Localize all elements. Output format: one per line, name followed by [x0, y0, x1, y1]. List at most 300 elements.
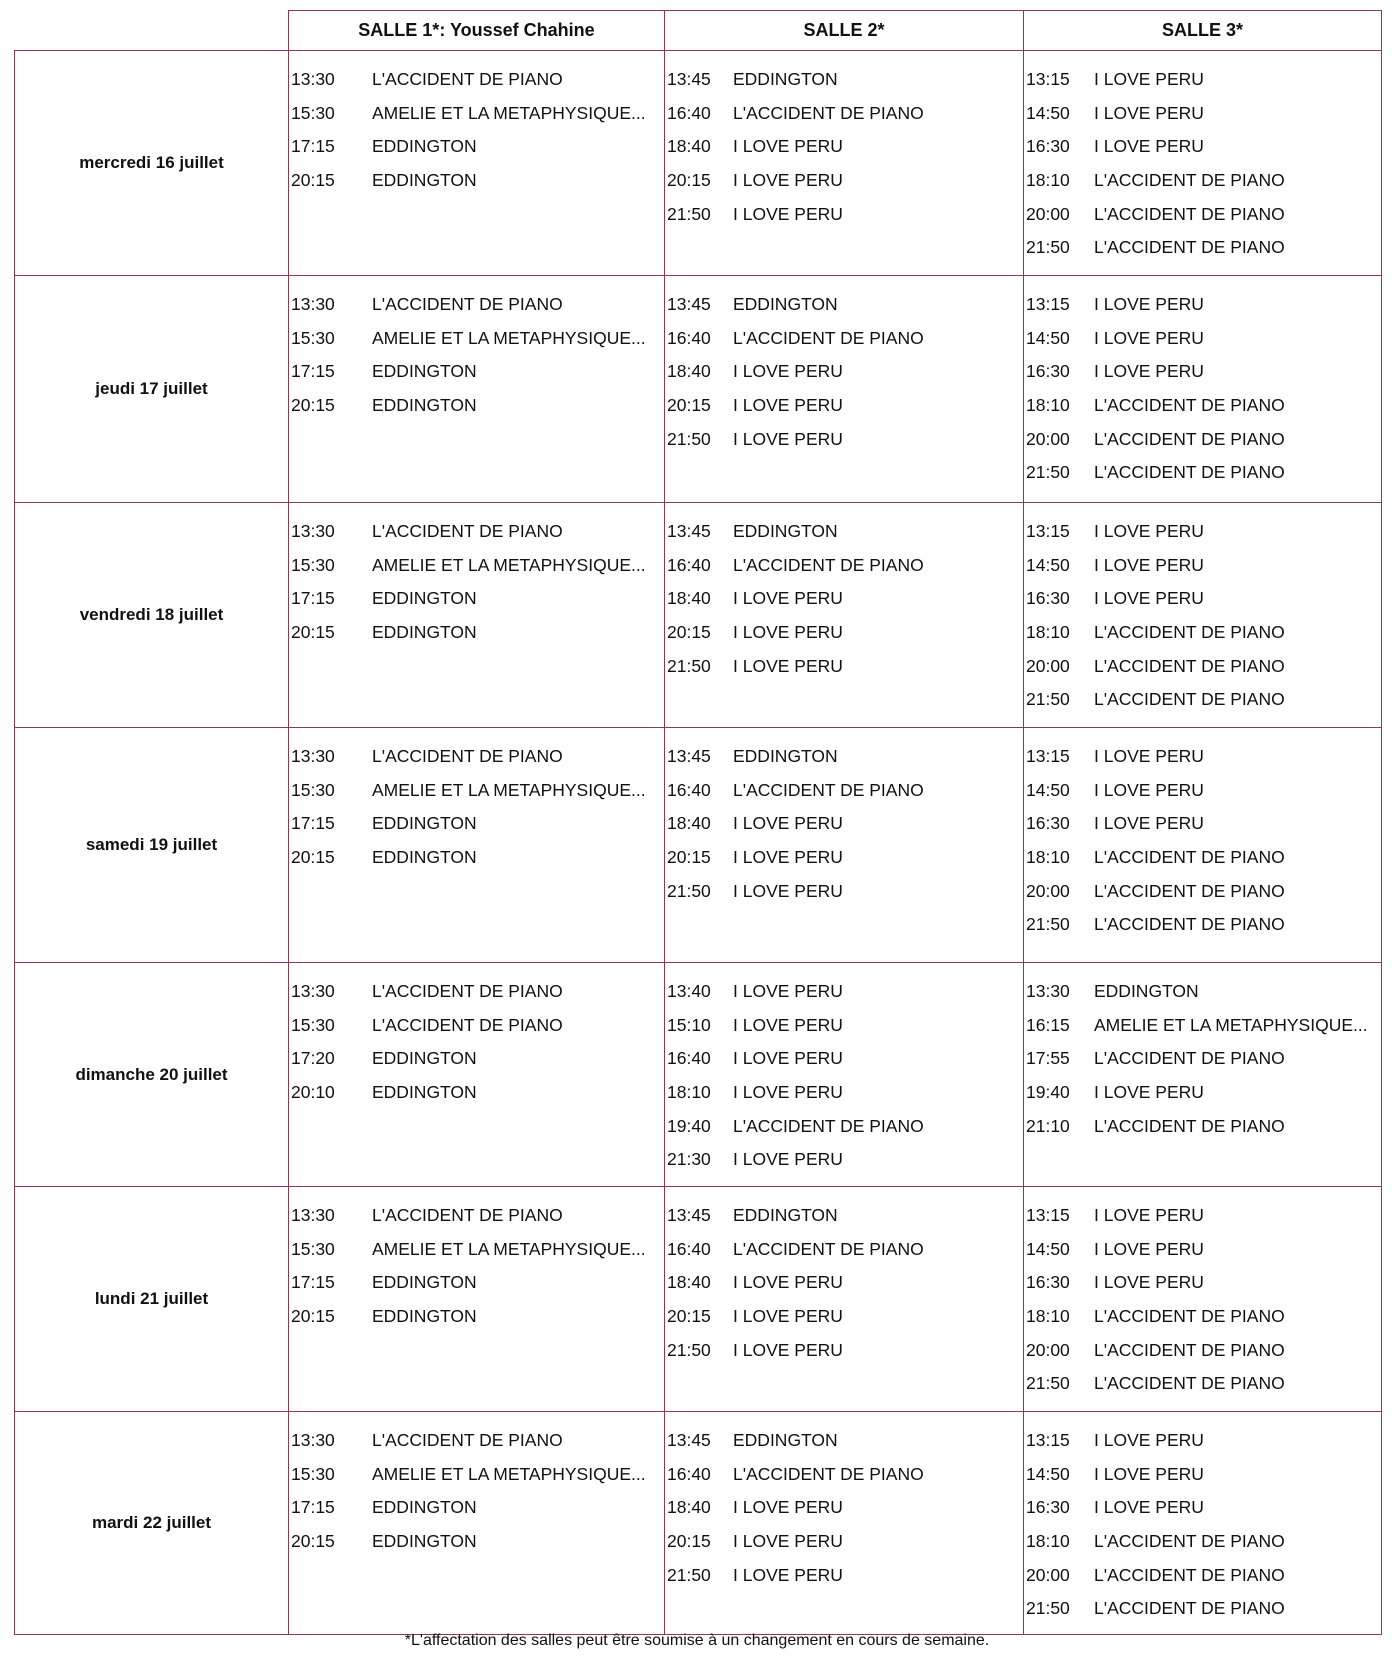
showtime: [665, 1300, 1023, 1334]
showtime: [665, 582, 1023, 616]
showtime: [289, 322, 664, 356]
showtime-film: EDDINGTON: [733, 746, 838, 767]
salle1-cell: [288, 276, 664, 502]
showtime-film: I LOVE PERU: [1094, 1497, 1204, 1518]
showtime: [665, 1042, 1023, 1076]
showtime-time: 16:30: [1026, 1497, 1070, 1518]
showtime-time: 20:15: [291, 1306, 335, 1327]
showtime-time: 13:45: [667, 69, 711, 90]
showtime: [289, 774, 664, 808]
header-salle-1: SALLE 1*: Youssef Chahine: [288, 10, 664, 50]
showtime-film: L'ACCIDENT DE PIANO: [1094, 880, 1285, 901]
showtime: [1024, 1266, 1381, 1300]
showtime-film: EDDINGTON: [733, 69, 838, 90]
showtime: [665, 740, 1023, 774]
showtime-time: 21:50: [667, 1339, 711, 1360]
showtime-film: L'ACCIDENT DE PIANO: [1094, 1373, 1285, 1394]
showtime-film: L'ACCIDENT DE PIANO: [1094, 655, 1285, 676]
showtime-film: L'ACCIDENT DE PIANO: [1094, 1048, 1285, 1069]
showtime-film: L'ACCIDENT DE PIANO: [733, 102, 924, 123]
showtime-time: 13:30: [291, 1430, 335, 1451]
showtime-film: L'ACCIDENT DE PIANO: [372, 1014, 563, 1035]
showtime-time: 16:40: [667, 1048, 711, 1069]
showtime-film: EDDINGTON: [733, 1430, 838, 1451]
showtime: [1024, 355, 1381, 389]
showtime-list: [289, 503, 664, 649]
showtime-list: [1024, 963, 1381, 1143]
showtime-film: EDDINGTON: [372, 1272, 477, 1293]
showtime: [1024, 683, 1381, 717]
showtime: [1024, 1367, 1381, 1401]
showtime: [1024, 1491, 1381, 1525]
showtime: [1024, 231, 1381, 265]
showtime-film: I LOVE PERU: [1094, 294, 1204, 315]
day-label: dimanche 20 juillet: [14, 963, 288, 1186]
showtime: [1024, 1199, 1381, 1233]
showtime-list: [289, 728, 664, 874]
showtime: [665, 1266, 1023, 1300]
showtime-time: 13:15: [1026, 294, 1070, 315]
showtime: [665, 841, 1023, 875]
showtime-time: 14:50: [1026, 554, 1070, 575]
showtime: [1024, 774, 1381, 808]
showtime: [665, 389, 1023, 423]
showtime: [1024, 389, 1381, 423]
showtime-time: 15:30: [291, 1463, 335, 1484]
day-row: [14, 275, 1382, 502]
showtime-list: [665, 963, 1023, 1177]
showtime-time: 20:15: [667, 847, 711, 868]
showtime-list: [289, 1187, 664, 1333]
showtime-film: L'ACCIDENT DE PIANO: [733, 779, 924, 800]
showtime: [289, 807, 664, 841]
showtime: [1024, 1458, 1381, 1492]
showtime-list: [665, 1412, 1023, 1592]
showtime: [665, 197, 1023, 231]
showtime: [289, 1042, 664, 1076]
showtime-film: I LOVE PERU: [1094, 554, 1204, 575]
showtime-time: 13:45: [667, 521, 711, 542]
day-row: [14, 1186, 1382, 1411]
showtime: [1024, 197, 1381, 231]
showtime-list: [1024, 503, 1381, 717]
showtime: [289, 549, 664, 583]
showtime-film: I LOVE PERU: [1094, 1238, 1204, 1259]
showtime-list: [665, 276, 1023, 456]
showtime-time: 20:00: [1026, 655, 1070, 676]
showtime-time: 20:15: [291, 1531, 335, 1552]
showtime-film: L'ACCIDENT DE PIANO: [1094, 462, 1285, 483]
showtime-time: 21:50: [1026, 1373, 1070, 1394]
showtime-film: I LOVE PERU: [733, 1082, 843, 1103]
showtime-time: 16:15: [1026, 1014, 1070, 1035]
showtime-film: EDDINGTON: [372, 813, 477, 834]
showtime-list: [289, 963, 664, 1109]
showtime-film: I LOVE PERU: [1094, 69, 1204, 90]
showtime-film: I LOVE PERU: [1094, 779, 1204, 800]
showtime-time: 16:30: [1026, 588, 1070, 609]
header-salle-3: SALLE 3*: [1023, 10, 1382, 50]
showtime: [289, 975, 664, 1009]
showtime-time: 20:00: [1026, 1339, 1070, 1360]
day-label: lundi 21 juillet: [14, 1187, 288, 1411]
showtime-time: 20:10: [291, 1082, 335, 1103]
showtime-time: 13:15: [1026, 1205, 1070, 1226]
showtime-list: [1024, 276, 1381, 490]
showtime-film: EDDINGTON: [372, 847, 477, 868]
showtime-time: 18:40: [667, 813, 711, 834]
showtime: [289, 1525, 664, 1559]
showtime-film: I LOVE PERU: [733, 361, 843, 382]
showtime-film: I LOVE PERU: [733, 880, 843, 901]
showtime-time: 13:45: [667, 1205, 711, 1226]
showtime: [1024, 1525, 1381, 1559]
showtime-list: [289, 276, 664, 422]
showtime: [665, 164, 1023, 198]
showtime-film: I LOVE PERU: [1094, 361, 1204, 382]
showtime-list: [289, 1412, 664, 1558]
showtime-time: 21:30: [667, 1149, 711, 1170]
showtime-list: [665, 728, 1023, 908]
showtime: [1024, 549, 1381, 583]
showtime: [289, 355, 664, 389]
showtime: [289, 1009, 664, 1043]
showtime-time: 15:30: [291, 779, 335, 800]
showtime-film: EDDINGTON: [372, 1082, 477, 1103]
showtime: [665, 422, 1023, 456]
showtime: [665, 130, 1023, 164]
showtime-list: [665, 1187, 1023, 1367]
showtime-film: EDDINGTON: [733, 521, 838, 542]
salle1-cell: [288, 51, 664, 275]
showtime-time: 21:50: [1026, 237, 1070, 258]
salle1-cell: [288, 503, 664, 727]
showtime: [665, 1076, 1023, 1110]
showtime: [1024, 1042, 1381, 1076]
showtime-film: I LOVE PERU: [733, 1531, 843, 1552]
showtime-film: L'ACCIDENT DE PIANO: [372, 981, 563, 1002]
showtime: [289, 1491, 664, 1525]
showtime-time: 21:50: [667, 203, 711, 224]
day-label: samedi 19 juillet: [14, 728, 288, 962]
showtime-time: 20:15: [667, 170, 711, 191]
showtime-film: I LOVE PERU: [1094, 588, 1204, 609]
showtime-film: I LOVE PERU: [1094, 521, 1204, 542]
showtime-film: L'ACCIDENT DE PIANO: [733, 327, 924, 348]
showtime: [665, 355, 1023, 389]
salle3-cell: [1023, 963, 1382, 1186]
showtime-film: I LOVE PERU: [733, 1048, 843, 1069]
showtime-time: 18:10: [1026, 1306, 1070, 1327]
salle1-cell: [288, 963, 664, 1186]
showtime-film: I LOVE PERU: [1094, 1463, 1204, 1484]
showtime-time: 13:30: [291, 521, 335, 542]
showtime: [1024, 1109, 1381, 1143]
showtime: [665, 1233, 1023, 1267]
showtime-time: 15:10: [667, 1014, 711, 1035]
showtime-time: 17:20: [291, 1048, 335, 1069]
showtime: [289, 1458, 664, 1492]
showtime: [289, 1424, 664, 1458]
showtime-film: I LOVE PERU: [733, 981, 843, 1002]
showtime-time: 17:15: [291, 588, 335, 609]
day-row: [14, 502, 1382, 727]
showtime-film: L'ACCIDENT DE PIANO: [733, 1115, 924, 1136]
showtime: [665, 63, 1023, 97]
salle2-cell: [664, 963, 1023, 1186]
showtime: [289, 582, 664, 616]
showtime-film: L'ACCIDENT DE PIANO: [1094, 689, 1285, 710]
showtime-film: L'ACCIDENT DE PIANO: [372, 1205, 563, 1226]
showtime-time: 18:10: [1026, 1531, 1070, 1552]
showtime-time: 14:50: [1026, 102, 1070, 123]
showtime-time: 14:50: [1026, 1238, 1070, 1259]
salle1-cell: [288, 1412, 664, 1634]
showtime: [665, 1424, 1023, 1458]
day-row: [14, 1411, 1382, 1635]
showtime-film: L'ACCIDENT DE PIANO: [733, 1463, 924, 1484]
showtime: [665, 322, 1023, 356]
showtime: [665, 874, 1023, 908]
showtime-time: 21:50: [667, 1564, 711, 1585]
showtime-film: EDDINGTON: [372, 361, 477, 382]
showtime: [665, 807, 1023, 841]
showtime-list: [665, 503, 1023, 683]
showtime-film: I LOVE PERU: [1094, 327, 1204, 348]
showtime-film: L'ACCIDENT DE PIANO: [733, 1238, 924, 1259]
showtime-film: EDDINGTON: [372, 170, 477, 191]
showtime: [665, 1458, 1023, 1492]
showtime: [1024, 874, 1381, 908]
showtime-time: 20:00: [1026, 428, 1070, 449]
showtime-film: I LOVE PERU: [733, 813, 843, 834]
showtime-time: 15:30: [291, 554, 335, 575]
showtime: [665, 288, 1023, 322]
showtime-time: 17:15: [291, 1497, 335, 1518]
showtime: [1024, 164, 1381, 198]
showtime-list: [1024, 51, 1381, 265]
showtime-film: I LOVE PERU: [733, 428, 843, 449]
showtime-film: EDDINGTON: [372, 136, 477, 157]
showtime: [1024, 1558, 1381, 1592]
showtime: [1024, 841, 1381, 875]
showtime: [665, 774, 1023, 808]
showtime-time: 13:45: [667, 294, 711, 315]
showtime-film: I LOVE PERU: [733, 847, 843, 868]
showtime: [1024, 422, 1381, 456]
showtime: [289, 1199, 664, 1233]
showtime-time: 18:40: [667, 1497, 711, 1518]
showtime-film: I LOVE PERU: [733, 622, 843, 643]
showtime: [289, 164, 664, 198]
showtime: [1024, 1233, 1381, 1267]
showtime-film: L'ACCIDENT DE PIANO: [1094, 1564, 1285, 1585]
showtime-time: 17:15: [291, 136, 335, 157]
showtime: [1024, 1333, 1381, 1367]
footnote: *L'affectation des salles peut être soumise à un changement en cours de semaine.: [404, 1632, 990, 1649]
showtime-time: 13:45: [667, 1430, 711, 1451]
showtime-time: 20:15: [667, 622, 711, 643]
showtime: [289, 1300, 664, 1334]
showtime-time: 16:30: [1026, 361, 1070, 382]
showtime-film: L'ACCIDENT DE PIANO: [372, 521, 563, 542]
showtime-film: AMELIE ET LA METAPHYSIQUE...: [372, 779, 646, 800]
showtime-film: AMELIE ET LA METAPHYSIQUE...: [372, 554, 646, 575]
salle3-cell: [1023, 51, 1382, 275]
showtime-time: 13:30: [1026, 981, 1070, 1002]
showtime-time: 20:15: [667, 395, 711, 416]
showtime-time: 18:40: [667, 588, 711, 609]
showtime-film: EDDINGTON: [372, 622, 477, 643]
showtime-film: AMELIE ET LA METAPHYSIQUE...: [372, 1463, 646, 1484]
showtime-time: 20:00: [1026, 1564, 1070, 1585]
showtime-film: I LOVE PERU: [733, 588, 843, 609]
showtime-film: L'ACCIDENT DE PIANO: [1094, 170, 1285, 191]
showtime: [1024, 63, 1381, 97]
showtime: [665, 1109, 1023, 1143]
showtime-time: 14:50: [1026, 327, 1070, 348]
showtime-time: 13:30: [291, 294, 335, 315]
showtime-time: 15:30: [291, 102, 335, 123]
showtime: [1024, 1076, 1381, 1110]
showtime-film: L'ACCIDENT DE PIANO: [1094, 622, 1285, 643]
showtime: [1024, 740, 1381, 774]
showtime-time: 13:15: [1026, 746, 1070, 767]
showtime-time: 17:15: [291, 813, 335, 834]
showtime: [289, 1076, 664, 1110]
showtime-film: I LOVE PERU: [733, 1272, 843, 1293]
showtime-film: AMELIE ET LA METAPHYSIQUE...: [372, 1238, 646, 1259]
salle3-cell: [1023, 1412, 1382, 1634]
showtime-film: I LOVE PERU: [1094, 746, 1204, 767]
day-row: [14, 962, 1382, 1186]
showtime-film: L'ACCIDENT DE PIANO: [1094, 428, 1285, 449]
showtime-film: EDDINGTON: [372, 588, 477, 609]
showtime-time: 18:10: [1026, 170, 1070, 191]
showtime-film: L'ACCIDENT DE PIANO: [372, 294, 563, 315]
showtime-time: 18:10: [1026, 395, 1070, 416]
showtime-time: 18:10: [667, 1082, 711, 1103]
showtime: [665, 975, 1023, 1009]
showtime-time: 18:40: [667, 136, 711, 157]
showtime: [665, 1199, 1023, 1233]
showtime-time: 13:15: [1026, 1430, 1070, 1451]
showtime: [665, 515, 1023, 549]
salle3-cell: [1023, 503, 1382, 727]
showtime-film: L'ACCIDENT DE PIANO: [733, 554, 924, 575]
salle1-cell: [288, 1187, 664, 1411]
showtime-time: 18:40: [667, 1272, 711, 1293]
showtime-film: I LOVE PERU: [1094, 102, 1204, 123]
showtime: [289, 515, 664, 549]
showtime-film: L'ACCIDENT DE PIANO: [1094, 1306, 1285, 1327]
showtime-film: L'ACCIDENT DE PIANO: [1094, 395, 1285, 416]
showtime-time: 16:30: [1026, 1272, 1070, 1293]
showtime-time: 16:30: [1026, 813, 1070, 834]
showtime: [1024, 456, 1381, 490]
showtime-time: 18:40: [667, 361, 711, 382]
showtime: [1024, 322, 1381, 356]
day-label: mardi 22 juillet: [14, 1412, 288, 1634]
showtime: [665, 1333, 1023, 1367]
showtime: [1024, 975, 1381, 1009]
showtime-time: 15:30: [291, 1238, 335, 1259]
showtime-film: I LOVE PERU: [1094, 1430, 1204, 1451]
showtime-film: EDDINGTON: [372, 1497, 477, 1518]
salle2-cell: [664, 503, 1023, 727]
salle2-cell: [664, 51, 1023, 275]
showtime-time: 13:15: [1026, 521, 1070, 542]
showtime: [1024, 97, 1381, 131]
showtime-time: 15:30: [291, 1014, 335, 1035]
showtime: [289, 288, 664, 322]
showtime-film: L'ACCIDENT DE PIANO: [1094, 1531, 1285, 1552]
showtime-time: 16:40: [667, 327, 711, 348]
showtime: [289, 130, 664, 164]
showtime-film: L'ACCIDENT DE PIANO: [372, 1430, 563, 1451]
showtime-film: EDDINGTON: [1094, 981, 1199, 1002]
showtime-film: I LOVE PERU: [1094, 813, 1204, 834]
showtime: [1024, 616, 1381, 650]
showtime-time: 16:40: [667, 102, 711, 123]
showtime-film: AMELIE ET LA METAPHYSIQUE...: [372, 327, 646, 348]
showtime-time: 21:50: [1026, 1598, 1070, 1619]
showtime-film: I LOVE PERU: [1094, 1205, 1204, 1226]
showtime: [289, 63, 664, 97]
showtime: [1024, 1424, 1381, 1458]
showtime: [665, 1525, 1023, 1559]
showtime-film: L'ACCIDENT DE PIANO: [1094, 847, 1285, 868]
showtime-film: L'ACCIDENT DE PIANO: [1094, 237, 1285, 258]
salle2-cell: [664, 728, 1023, 962]
showtime-time: 20:15: [291, 170, 335, 191]
showtime: [1024, 1300, 1381, 1334]
showtime: [1024, 649, 1381, 683]
showtime-film: EDDINGTON: [372, 1306, 477, 1327]
showtime-film: EDDINGTON: [733, 294, 838, 315]
showtime-time: 16:40: [667, 1238, 711, 1259]
showtime: [1024, 1009, 1381, 1043]
salle3-cell: [1023, 276, 1382, 502]
showtime-film: I LOVE PERU: [733, 1014, 843, 1035]
showtime: [1024, 515, 1381, 549]
showtime-time: 13:45: [667, 746, 711, 767]
showtime-time: 20:15: [291, 395, 335, 416]
showtime-time: 13:30: [291, 746, 335, 767]
showtime-film: I LOVE PERU: [733, 170, 843, 191]
showtime-film: L'ACCIDENT DE PIANO: [372, 69, 563, 90]
showtime-time: 13:15: [1026, 69, 1070, 90]
showtime: [289, 1266, 664, 1300]
showtime-time: 21:50: [667, 655, 711, 676]
showtime: [1024, 807, 1381, 841]
showtime-time: 14:50: [1026, 779, 1070, 800]
day-row: [14, 50, 1382, 275]
showtime-time: 17:15: [291, 1272, 335, 1293]
salle3-cell: [1023, 1187, 1382, 1411]
showtime: [289, 389, 664, 423]
showtime-film: I LOVE PERU: [1094, 136, 1204, 157]
showtime-list: [1024, 728, 1381, 942]
showtime-film: I LOVE PERU: [733, 1306, 843, 1327]
showtime-film: EDDINGTON: [733, 1205, 838, 1226]
showtime-list: [1024, 1187, 1381, 1401]
day-row: [14, 727, 1382, 962]
showtime-time: 19:40: [667, 1115, 711, 1136]
showtime-film: I LOVE PERU: [1094, 1272, 1204, 1293]
showtime: [665, 649, 1023, 683]
showtime-time: 18:10: [1026, 847, 1070, 868]
